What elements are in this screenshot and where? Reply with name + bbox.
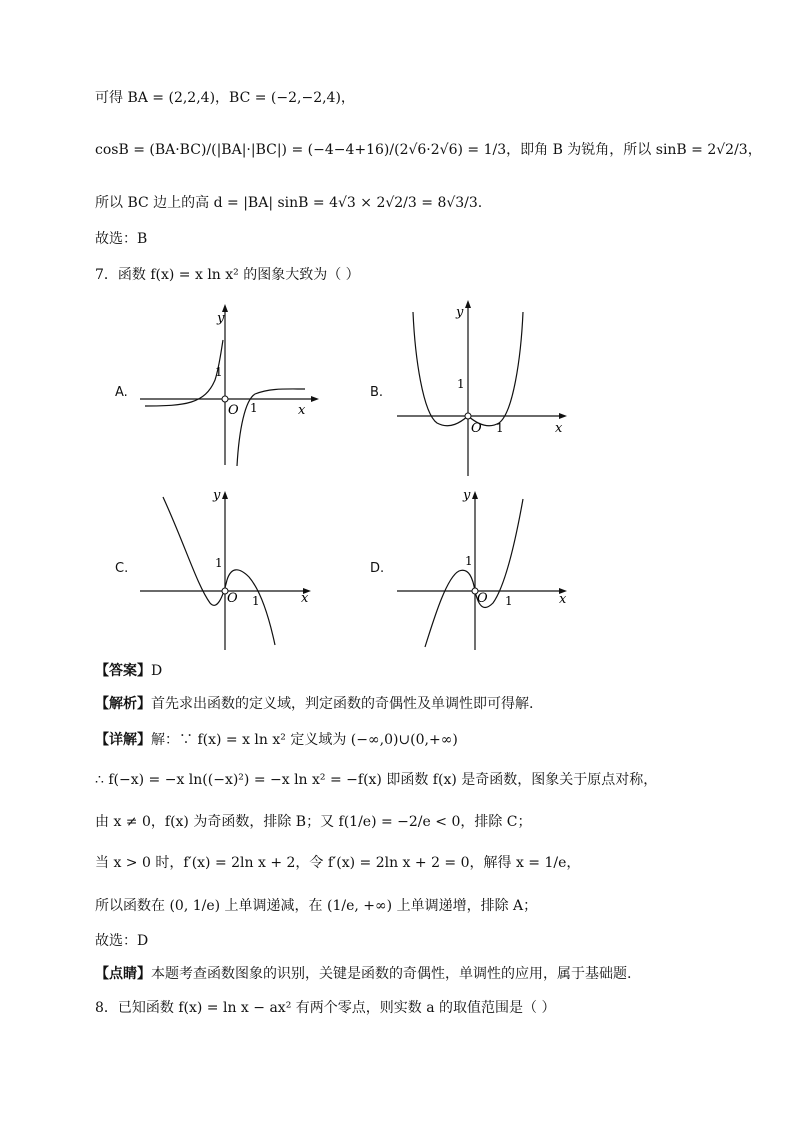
graph-option-a [135, 300, 325, 470]
y-tick-one: 1 [215, 365, 223, 379]
x-axis-label: x [301, 591, 309, 606]
detail-line-3: 由 x ≠ 0，f(x) 为奇函数，排除 B；又 f(1/e) = −2/e < 0，排除 C； [95, 814, 532, 830]
option-c-label: C. [115, 561, 129, 576]
y-axis-label: y [456, 305, 464, 320]
detail-line-5: 所以函数在 (0, 1/e) 上单调递减，在 (1/e, +∞) 上单调递增，排除 A； [95, 898, 538, 914]
x-axis-label: x [298, 403, 306, 418]
question-7: 7．函数 f(x) = x ln x² 的图象大致为（ ） [95, 267, 360, 283]
comment-text: 本题考查函数图象的识别，关键是函数的奇偶性，单调性的应用，属于基础题. [151, 966, 632, 982]
solution-line-height: 所以 BC 边上的高 d = |BA| sinB = 4√3 × 2√2/3 = 8√3/3. [95, 195, 483, 211]
graph-option-c [135, 485, 325, 655]
x-axis-label: x [559, 592, 567, 607]
detail-line-2: ∴ f(−x) = −x ln((−x)²) = −x ln x² = −f(x) 即函数 f(x) 是奇函数，图象关于原点对称， [95, 772, 658, 788]
solution-line-choice-b: 故选：B [95, 231, 148, 247]
solution-line-vectors: 可得 BA = (2,2,4)，BC = (−2,−2,4)， [95, 90, 355, 106]
y-axis-label: y [213, 488, 221, 503]
y-tick-one: 1 [215, 556, 223, 570]
origin-label: O [227, 591, 238, 606]
graph-option-d [395, 485, 575, 655]
graph-option-b [395, 298, 575, 478]
detail-line [95, 730, 458, 750]
option-b-label: B. [370, 385, 384, 400]
x-tick-one: 1 [496, 421, 504, 435]
y-axis-label: y [463, 488, 471, 503]
origin-label: O [471, 421, 482, 436]
analysis-tag: 【解析】 [95, 696, 151, 712]
question-8: 8．已知函数 f(x) = ln x − ax² 有两个零点，则实数 a 的取值范围是（ ） [95, 1000, 556, 1016]
origin-label: O [477, 591, 488, 606]
solution-line-cosine: cosB = (BA·BC)/(|BA|·|BC|) = (−4−4+16)/(2√6·2√6) = 1/3，即角 B 为锐角，所以 sinB = 2√2/3， [95, 142, 762, 158]
analysis-text: 首先求出函数的定义域，判定函数的奇偶性及单调性即可得解. [151, 696, 534, 712]
y-tick-one: 1 [465, 554, 473, 568]
x-tick-one: 1 [252, 594, 260, 608]
option-a-label: A. [115, 385, 128, 400]
analysis-line [95, 694, 533, 714]
x-tick-one: 1 [250, 401, 258, 415]
x-tick-one: 1 [505, 594, 513, 608]
origin-label: O [228, 403, 239, 418]
comment-line [95, 964, 631, 984]
x-axis-label: x [555, 421, 563, 436]
answer-value: D [151, 663, 163, 679]
detail-tag: 【详解】 [95, 732, 151, 748]
detail-text: 解：∵ f(x) = x ln x² 定义域为 (−∞,0)∪(0,+∞) [151, 732, 458, 748]
y-tick-one: 1 [457, 377, 465, 391]
comment-tag: 【点睛】 [95, 966, 151, 982]
detail-line-4: 当 x > 0 时，f′(x) = 2ln x + 2，令 f′(x) = 2ln x + 2 = 0，解得 x = 1/e， [95, 855, 581, 871]
option-d-label: D. [370, 561, 385, 576]
detail-line-6: 故选：D [95, 933, 149, 949]
answer-line [95, 661, 162, 681]
y-axis-label: y [217, 311, 225, 326]
answer-tag: 【答案】 [95, 663, 151, 679]
